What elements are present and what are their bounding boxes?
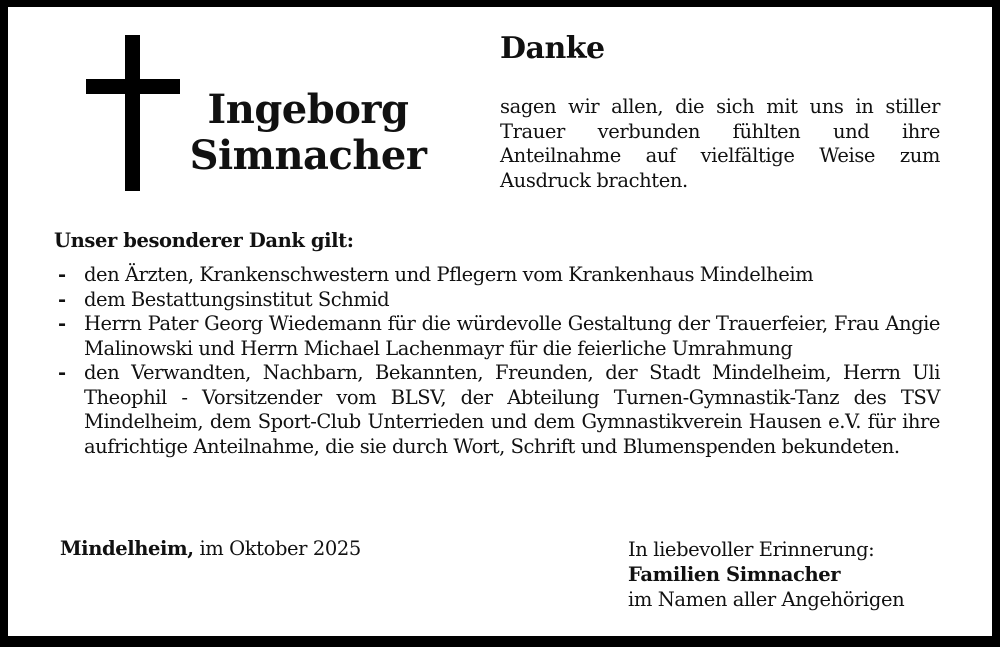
list-item bbox=[58, 263, 940, 288]
deceased-first-name: Ingeborg bbox=[207, 86, 409, 133]
deceased-name bbox=[178, 87, 438, 179]
family-name: Familien Simnacher bbox=[628, 563, 841, 586]
place-and-date bbox=[60, 537, 361, 560]
remembrance-line: In liebevoller Erinnerung: bbox=[628, 538, 875, 561]
dash-bullet: - bbox=[58, 361, 66, 384]
cross-vertical-bar bbox=[125, 35, 140, 191]
signature-block bbox=[628, 537, 904, 612]
deceased-last-name: Simnacher bbox=[189, 132, 427, 179]
obituary-thank-you-notice bbox=[8, 7, 992, 636]
list-item bbox=[58, 312, 940, 361]
place: Mindelheim, bbox=[60, 537, 194, 560]
list-item-text: Herrn Pater Georg Wiedemann für die würdevolle Gestaltung der Trauerfeier, Frau Angie Malinowski und Herrn Michael Lachenmayr für die feierliche Umrahmung bbox=[84, 312, 940, 360]
date: im Oktober 2025 bbox=[199, 537, 361, 560]
list-item-text: den Ärzten, Krankenschwestern und Pflegern vom Krankenhaus Mindelheim bbox=[84, 263, 814, 286]
list-item bbox=[58, 288, 940, 313]
list-item bbox=[58, 361, 940, 459]
thanks-text: sagen wir allen, die sich mit uns in stiller Trauer verbunden fühlten und ihre Anteilnahme auf vielfältige Weise zum Ausdruck brachten. bbox=[500, 95, 940, 192]
dash-bullet: - bbox=[58, 263, 66, 286]
list-item-text: dem Bestattungsinstitut Schmid bbox=[84, 287, 390, 311]
thanks-title: Danke bbox=[500, 31, 605, 66]
list-item-text: den Verwandten, Nachbarn, Bekannten, Freunden, der Stadt Mindelheim, Herrn Uli Theophil - Vorsitzender vom BLSV, der Abteilung Turnen-Gymnastik-Tanz des TSV Mindelheim, dem Sport-Club Unterrieden und dem Gymnastikverein Hausen e.V. für ihre aufrichtige Anteilnahme, die sie durch Wort, Schrift und Blumenspenden bekundeten. bbox=[84, 361, 940, 458]
dash-bullet: - bbox=[58, 312, 66, 335]
special-thanks-title: Unser besonderer Dank gilt: bbox=[54, 229, 354, 252]
cross-horizontal-bar bbox=[86, 79, 180, 94]
special-thanks-list bbox=[58, 263, 940, 459]
dash-bullet: - bbox=[58, 287, 66, 311]
on-behalf-line: im Namen aller Angehörigen bbox=[628, 588, 905, 611]
